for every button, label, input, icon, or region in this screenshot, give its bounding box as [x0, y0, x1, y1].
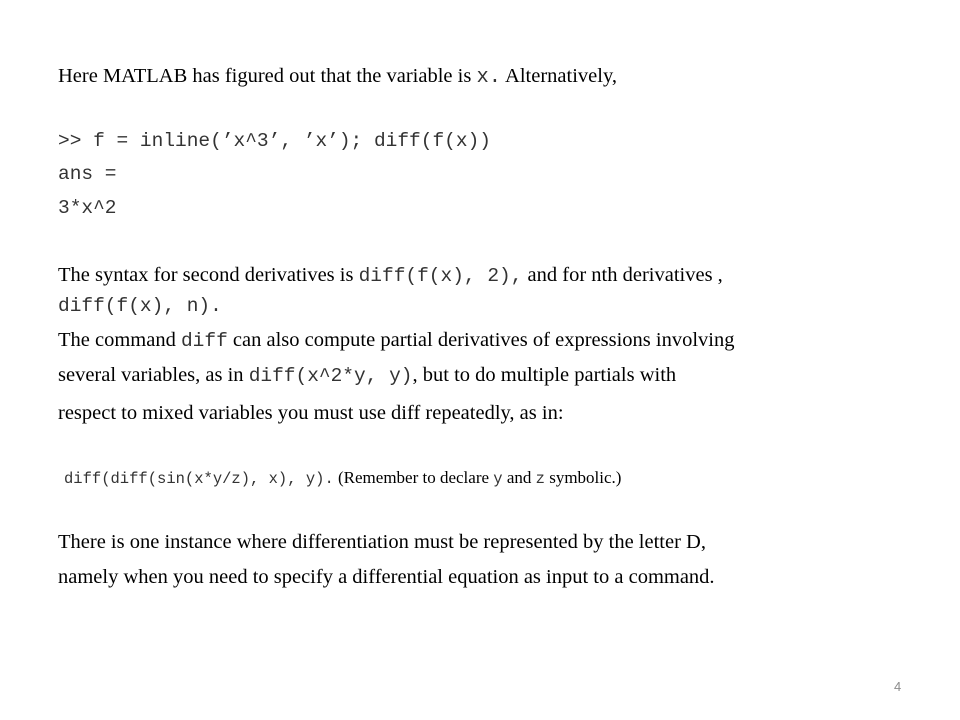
intro-prefix: Here MATLAB has figured out that the variable is — [58, 65, 477, 87]
several-prefix: several variables, as in — [58, 364, 249, 386]
example-variable-z: z — [535, 470, 545, 488]
example-variable-y: y — [493, 470, 503, 488]
partial-suffix: can also compute partial derivatives of expressions involving — [227, 329, 735, 351]
respect-line: respect to mixed variables you must use diff repeatedly, as in: — [58, 402, 564, 424]
second-derivative-code: diff(f(x), 2), — [358, 265, 523, 287]
example-line — [64, 467, 621, 488]
example-and: and — [502, 468, 536, 487]
nth-derivative-code: diff(f(x), n). — [58, 295, 222, 317]
several-suffix: , but to do multiple partials with — [412, 364, 677, 386]
instance-line-2: namely when you need to specify a differential equation as input to a command. — [58, 566, 715, 588]
example-note-suffix: symbolic.) — [544, 468, 622, 487]
intro-variable-x: x. — [476, 66, 502, 89]
several-line — [58, 365, 676, 387]
intro-suffix: Alternatively, — [501, 65, 617, 87]
code-ans: ans = — [58, 163, 117, 185]
instance-line-1: There is one instance where differentiation must be represented by the letter D, — [58, 531, 706, 553]
example-code: diff(diff(sin(x*y/z), x), y). — [64, 470, 334, 488]
second-derivative-line — [58, 265, 723, 287]
example-note-prefix: (Remember to declare — [333, 468, 494, 487]
second-derivative-suffix: and for nth derivatives , — [522, 264, 723, 286]
code-result: 3*x^2 — [58, 197, 117, 219]
intro-line — [58, 66, 617, 89]
page-number: 4 — [894, 679, 902, 694]
code-command: >> f = inline(’x^3’, ’x’); diff(f(x)) — [58, 130, 491, 152]
partial-prefix: The command — [58, 329, 181, 351]
several-code: diff(x^2*y, y) — [248, 365, 413, 387]
partial-code: diff — [180, 330, 228, 352]
partial-line — [58, 330, 734, 352]
second-derivative-prefix: The syntax for second derivatives is — [58, 264, 359, 286]
